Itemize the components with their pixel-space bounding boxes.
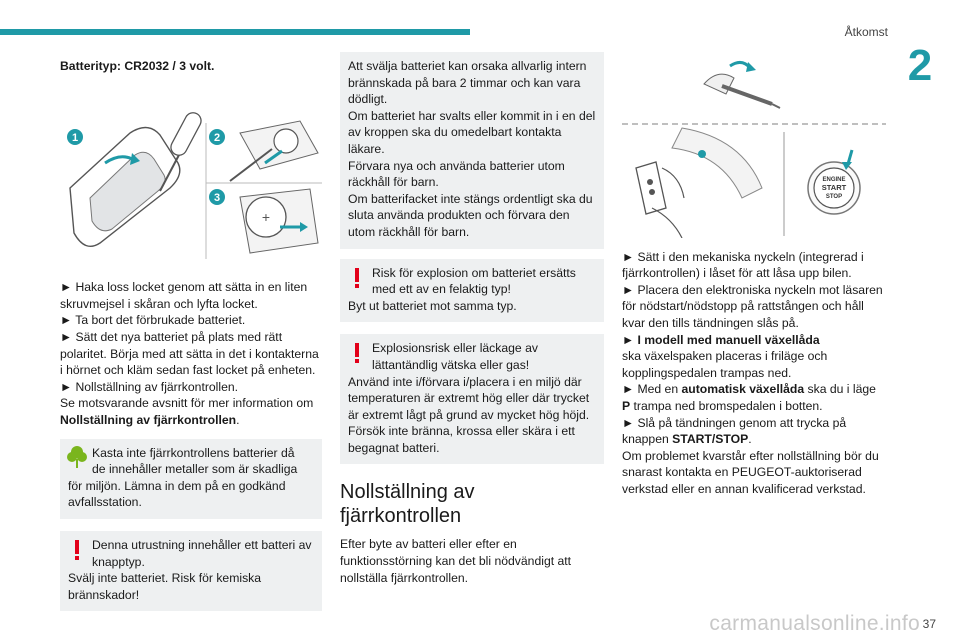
column-3: [622, 58, 886, 498]
chapter-number: 2: [907, 41, 933, 90]
step-press-start-stop: [622, 415, 886, 448]
button-battery-warning-line1: Denna utrustning innehåller ett batteri av: [92, 537, 312, 552]
column-2: [340, 52, 604, 586]
explosion-warning-line2: med ett av en felaktig typ!: [372, 282, 511, 297]
reset-remote-heading: Nollställning av fjärrkontrollen: [340, 481, 475, 528]
environment-notice-text: för miljön. Lämna in dem på en godkänd avfallsstation.: [68, 478, 286, 510]
key-fob-illustration: [70, 127, 180, 246]
leak-warning-line1: Explosionsrisk eller läckage av: [372, 341, 538, 356]
step-manual-gearbox-text: ska växelspaken placeras i friläge och kopplingspedalen trampas ned.: [622, 349, 828, 380]
explosion-warning-text: Byt ut batteriet mot samma typ.: [348, 298, 517, 313]
step-insert-mechanical-key: ► Sätt i den mekaniska nyckeln (integrerad i fjärrkontrollen) i låset för att låsa upp bilen.: [622, 249, 864, 281]
step-remove-battery: ► Ta bort det förbrukade batteriet.: [60, 313, 246, 328]
swallow-warning-1: Att svälja batteriet kan orsaka allvarlig intern brännskada på bara 2 timmar och kan vara dödligt.: [348, 59, 587, 107]
automatic-gearbox-term: automatisk växellåda: [681, 382, 805, 397]
start-stop-prefix: ► Slå på tändningen genom att trycka på knappen: [622, 415, 847, 447]
automatic-prefix: ► Med en: [622, 382, 679, 397]
warning-exclamation-icon: [350, 267, 364, 289]
see-more-paragraph: [60, 395, 322, 428]
battery-removal-illustration: [230, 121, 318, 181]
header-accent-bar: [0, 29, 470, 35]
leak-warning-text: Använd inte i/förvara i/placera i en miljö där temperaturen är extremt hög eller där trycket är extremt lågt på grund av mycket hög höjd. Försök inte bränna, krossa eller skära i ett begagnat batteri.: [348, 374, 590, 455]
button-battery-warning-text: Svälj inte batteriet. Risk för kemiska brännskador!: [68, 571, 262, 602]
automatic-mid: ska du i läge: [807, 382, 876, 397]
column-1: [60, 58, 322, 611]
gear-p: P: [622, 398, 631, 413]
see-more-suffix: .: [236, 412, 240, 427]
warning-exclamation-icon: [70, 539, 84, 561]
step-3-label: 3: [213, 191, 221, 204]
button-battery-warning-box: [60, 531, 322, 611]
hand-holding-key-illustration: [636, 162, 684, 238]
engine-button-label-3: STOP: [825, 194, 843, 200]
step-remove-cover: ► Haka loss locket genom att sätta in en liten skruvmejsel i skåran och lyfta locket.: [60, 280, 308, 311]
contact-workshop-text: Om problemet kvarstår efter nollställning bör du snarast kontakta en PEUGEOT-auktoriserad verkstad eller en annan kvalificerad verkstad.: [622, 448, 879, 496]
explosion-warning-box: [340, 259, 604, 323]
step-1-label: 1: [71, 131, 79, 144]
steering-column-illustration: [672, 128, 762, 198]
environment-notice-box: [60, 439, 322, 519]
section-title: Åtkomst: [844, 25, 888, 39]
battery-replacement-figure: [60, 93, 322, 263]
environment-notice-line2: de innehåller metaller som är skadliga: [92, 462, 298, 477]
see-more-link[interactable]: Nollställning av fjärrkontrollen: [60, 412, 237, 427]
step-automatic-gearbox: [622, 381, 886, 414]
swallow-warning-2: Om batteriet har svalts eller kommit in i en del av kroppen ska du omedelbart kontakta läkare.: [348, 108, 596, 156]
emergency-start-figure: [622, 58, 886, 238]
page-number: 37: [922, 617, 936, 631]
engine-button-label-2: START: [821, 183, 847, 192]
step-manual-gearbox-label: ► I modell med manuell växellåda: [622, 332, 820, 347]
start-stop-suffix: .: [748, 432, 752, 447]
leak-warning-line2: lättantändlig vätska eller gas!: [372, 357, 530, 372]
leak-warning-box: [340, 334, 604, 464]
swallow-warning-4: Om batterifacket inte stängs ordentligt ska du sluta använda produkten och förvara den utom räckhåll för barn.: [348, 191, 593, 239]
engine-button-label-1: ENGINE: [822, 177, 846, 183]
step-reset-remote: ► Nollställning av fjärrkontrollen.: [60, 379, 239, 394]
swallow-warning-3: Förvara nya och använda batterier utom räckhåll för barn.: [348, 158, 565, 190]
automatic-suffix: trampa ned bromspedalen i botten.: [633, 398, 823, 413]
mechanical-key-illustration: [704, 62, 780, 108]
swallow-warning-box: [340, 52, 604, 249]
battery-insert-illustration: [240, 189, 318, 253]
explosion-warning-line1: Risk för explosion om batteriet ersätts: [372, 265, 576, 280]
start-stop-term: START/STOP: [672, 432, 749, 447]
battery-type: Batterityp: CR2032 / 3 volt.: [60, 59, 215, 73]
engine-start-stop-button-illustration: [808, 150, 860, 214]
warning-exclamation-icon: [350, 342, 364, 364]
reset-remote-text: Efter byte av batteri eller efter en funktionsstörning kan det bli nödvändigt att nollställa fjärrkontrollen.: [340, 537, 572, 585]
environment-leaf-icon: [66, 445, 88, 469]
environment-notice-line1: Kasta inte fjärrkontrollens batterier då: [92, 445, 295, 460]
step-insert-battery: ► Sätt det nya batteriet på plats med rätt polaritet. Börja med att sätta in det i kontakterna i hörnet och kläm sedan fast locket på enheten.: [60, 329, 319, 378]
watermark: carmanualsonline.info: [709, 612, 920, 635]
button-battery-warning-line2: knapptyp.: [92, 554, 145, 569]
svg-text:+: +: [261, 208, 271, 225]
see-more-text: Se motsvarande avsnitt för mer information om: [60, 396, 314, 411]
step-place-electronic-key: ► Placera den elektroniska nyckeln mot läsaren för nödstart/nödstopp på rattstången och håll kvar den tills tändningen slås på.: [622, 282, 883, 330]
step-2-label: 2: [213, 131, 221, 144]
